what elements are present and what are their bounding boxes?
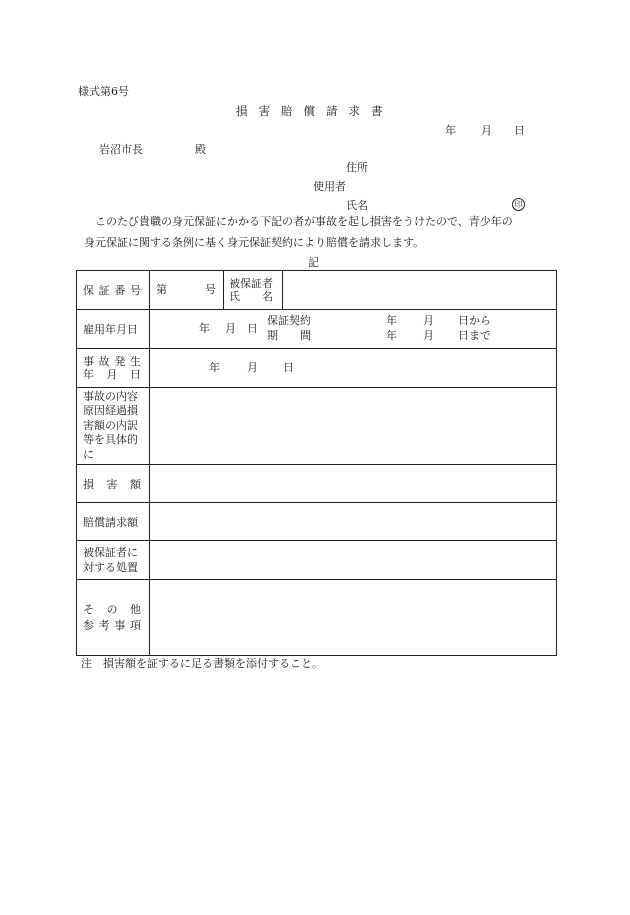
claim-amount-field[interactable] <box>150 503 557 541</box>
guaranteed-person-label-cell <box>224 271 283 310</box>
accident-month: 月 <box>247 361 258 374</box>
damage-amount-field[interactable] <box>150 465 557 503</box>
remarks-field[interactable] <box>150 580 557 656</box>
employment-year: 年 <box>199 322 210 335</box>
contract-period-label-2: 期 間 <box>267 329 311 342</box>
employment-date-label: 雇用年月日 <box>77 310 150 349</box>
contract-to-month: 月 <box>423 329 434 342</box>
accident-details-label-4: 等を具体的 <box>83 433 138 447</box>
contract-from-day: 日から <box>458 314 491 327</box>
user-label: 使用者 <box>313 180 346 193</box>
accident-date-label-1: 事故発生 <box>83 355 141 368</box>
remarks-label-2: 参考事項 <box>83 618 141 632</box>
claim-table <box>76 270 557 656</box>
contract-to-year: 年 <box>386 329 397 342</box>
addressee-honorific: 殿 <box>195 143 206 156</box>
accident-year: 年 <box>209 361 220 374</box>
measures-label-1: 被保証者に <box>83 546 138 559</box>
guarantee-number-value[interactable] <box>150 271 224 310</box>
accident-details-label-1: 事故の内容 <box>83 389 138 403</box>
remarks-label-1: その他 <box>83 602 141 616</box>
row-accident-date <box>77 349 557 388</box>
measures-label-2: 対する処置 <box>83 561 138 574</box>
employment-day: 日 <box>247 322 258 335</box>
row-employment-date <box>77 310 557 349</box>
accident-details-label-3: 害額の内訳 <box>83 418 138 432</box>
guaranteed-person-label-2: 氏 名 <box>229 290 273 303</box>
body-line-1: このたび貴職の身元保証にかかる下記の者が事故を起し損害をうけたので、青少年の <box>84 215 513 228</box>
accident-date-label-2: 年 月 日 <box>83 368 141 381</box>
address-label: 住所 <box>346 161 368 174</box>
row-guarantee-number <box>77 271 557 310</box>
damage-amount-label: 損害額 <box>83 477 141 491</box>
row-claim-amount <box>77 503 557 541</box>
body-line-2: 身元保証に関する条例に基く身元保証契約により賠償を請求します。 <box>84 236 425 249</box>
contract-from-year: 年 <box>386 314 397 327</box>
guarantee-number-label: 保証番号 <box>83 284 141 297</box>
accident-date-label-cell <box>77 349 150 388</box>
accident-day: 日 <box>283 361 294 374</box>
seal-mark: 印 <box>512 198 525 211</box>
date-month: 月 <box>481 124 492 137</box>
addressee-name: 岩沼市長 <box>99 143 143 156</box>
row-measures <box>77 541 557 580</box>
measures-field[interactable] <box>150 541 557 580</box>
row-damage-amount <box>77 465 557 503</box>
date-year: 年 <box>445 124 456 137</box>
name-label: 氏名 <box>346 199 368 212</box>
guarantee-number-label-cell <box>77 271 150 310</box>
dai-label: 第 <box>156 283 167 296</box>
contract-to-day: 日まで <box>458 329 491 342</box>
row-remarks <box>77 580 557 656</box>
ki-label: 記 <box>308 256 319 269</box>
claim-amount-label: 賠償請求額 <box>77 503 150 541</box>
accident-details-field[interactable] <box>150 388 557 465</box>
footnote: 注 損害額を証するに足る書類を添付すること。 <box>81 657 323 670</box>
form-number: 様式第6号 <box>78 85 129 98</box>
form-title: 損害賠償請求書 <box>236 104 394 118</box>
guaranteed-person-name-field[interactable] <box>283 271 557 310</box>
remarks-label-cell <box>77 580 150 656</box>
employment-month: 月 <box>225 322 236 335</box>
accident-details-label-5: に <box>83 447 94 461</box>
damage-amount-label-cell <box>77 465 150 503</box>
accident-date-field[interactable] <box>150 349 557 388</box>
contract-from-month: 月 <box>423 314 434 327</box>
measures-label-cell <box>77 541 150 580</box>
guaranteed-person-label-1: 被保証者 <box>229 277 273 290</box>
go-label: 号 <box>205 283 216 296</box>
accident-details-label-cell <box>77 388 150 465</box>
contract-period-label-1: 保証契約 <box>267 314 311 327</box>
employment-and-contract-cell[interactable] <box>150 310 557 349</box>
row-accident-details <box>77 388 557 465</box>
date-day: 日 <box>514 124 525 137</box>
accident-details-label-2: 原因経過損 <box>83 404 138 418</box>
